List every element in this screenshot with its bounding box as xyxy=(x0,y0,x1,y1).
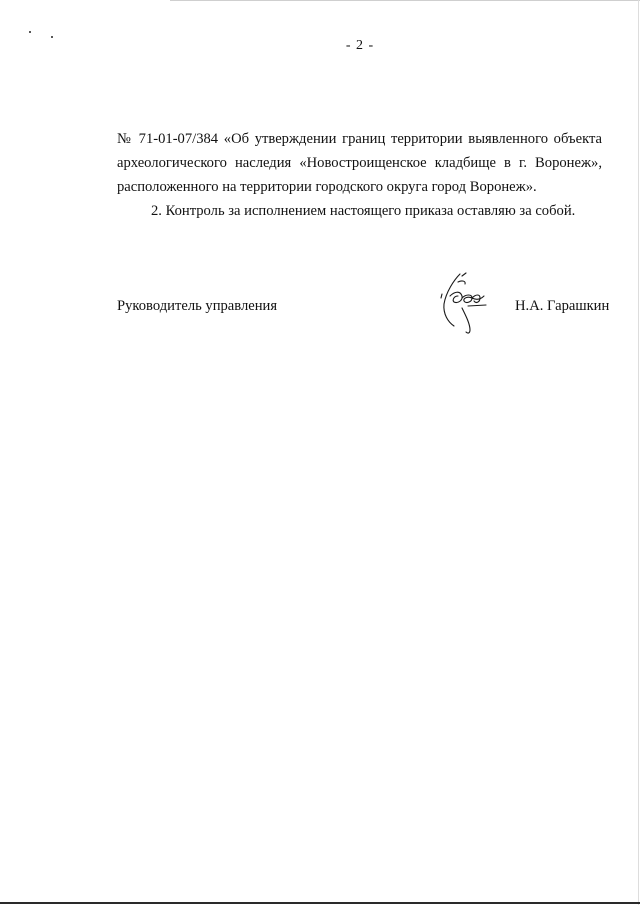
page-number: - 2 - xyxy=(345,38,375,53)
handwritten-signature xyxy=(432,270,498,336)
body-paragraph: № 71-01-07/384 «Об утверждении границ территории выявленного объекта археологического наследия «Новостроищенское кладбище в г. Воронеж», расположенного на территории городского округа город Воронеж». xyxy=(117,131,602,195)
document-body xyxy=(117,127,602,223)
body-paragraph: 2. Контроль за исполнением настоящего приказа оставляю за собой. xyxy=(151,203,576,219)
scan-edge-bottom xyxy=(0,902,640,904)
signer-title: Руководитель управления xyxy=(117,298,278,314)
signer-name: Н.А. Гарашкин xyxy=(515,298,610,314)
scan-speck xyxy=(29,31,31,33)
scan-edge-right xyxy=(638,0,639,905)
scan-edge-top xyxy=(170,0,640,1)
